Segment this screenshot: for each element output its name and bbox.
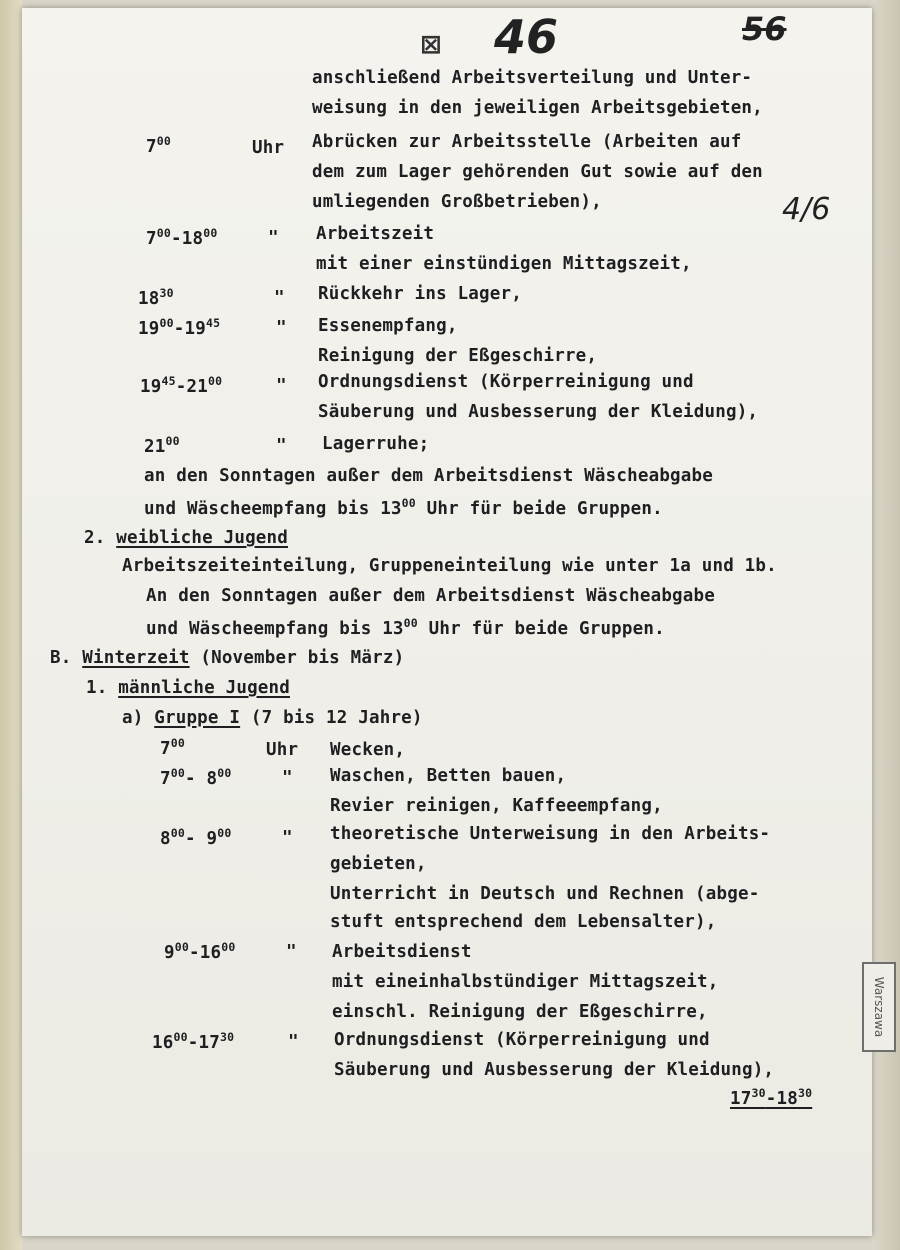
time-label: $21^{00}$ xyxy=(144,434,180,457)
time-label: $7^{00}-$ $8^{00}$ xyxy=(160,766,232,789)
ditto-mark: " xyxy=(282,828,293,848)
text-line: Unterricht in Deutsch und Rechnen (abge- xyxy=(330,884,760,904)
time-label: $19^{00}-19^{45}$ xyxy=(138,316,221,339)
time-label: $16^{00}-17^{30}$ xyxy=(152,1030,235,1053)
ditto-mark: " xyxy=(276,436,287,456)
time-label: $18^{30}$ xyxy=(138,286,174,309)
text-line: Arbeitszeiteinteilung, Gruppeneinteilung wie unter 1a und 1b. xyxy=(122,556,777,576)
text-line: Wecken, xyxy=(330,740,406,760)
text-line: Arbeitszeit xyxy=(316,224,435,244)
catchword-time: $17^{30}-18^{30}$ xyxy=(730,1086,813,1109)
text-line: weisung in den jeweiligen Arbeitsgebieten, xyxy=(312,98,763,118)
text-line: Reinigung der Eßgeschirre, xyxy=(318,346,598,366)
text-line: einschl. Reinigung der Eßgeschirre, xyxy=(332,1002,708,1022)
text-line: Rückkehr ins Lager, xyxy=(318,284,522,304)
text-line: mit einer einstündigen Mittagszeit, xyxy=(316,254,692,274)
archive-stamp: Warszawa xyxy=(862,962,896,1052)
text-line: stuft entsprechend dem Lebensalter), xyxy=(330,912,717,932)
text-line: umliegenden Großbetrieben), xyxy=(312,192,602,212)
ditto-mark: " xyxy=(288,1032,299,1052)
text-line: Lagerruhe; xyxy=(322,434,430,454)
time-label: $7^{00}$ xyxy=(160,736,185,759)
time-label: $19^{45}-21^{00}$ xyxy=(140,374,223,397)
ditto-mark: " xyxy=(276,376,287,396)
text-line: Abrücken zur Arbeitsstelle (Arbeiten auf xyxy=(312,132,742,152)
scan-left-edge xyxy=(0,0,22,1250)
text-line: An den Sonntagen außer dem Arbeitsdienst Wäscheabgabe xyxy=(146,586,716,606)
text-line: theoretische Unterweisung in den Arbeits- xyxy=(330,824,771,844)
time-label: $7^{00}-18^{00}$ xyxy=(146,226,218,249)
unit-label: Uhr xyxy=(266,740,299,760)
section-heading: B. Winterzeit (November bis März) xyxy=(50,648,405,668)
time-label: $7^{00}$ xyxy=(146,134,171,157)
text-line: Arbeitsdienst xyxy=(332,942,472,962)
margin-note: 4/6 xyxy=(782,192,831,227)
text-line: und Wäscheempfang bis $13^{00}$ Uhr für beide Gruppen. xyxy=(144,496,663,519)
section-heading: a) Gruppe I (7 bis 12 Jahre) xyxy=(122,708,423,728)
text-line: Säuberung und Ausbesserung der Kleidung), xyxy=(318,402,759,422)
text-line: Revier reinigen, Kaffeeempfang, xyxy=(330,796,663,816)
ditto-mark: " xyxy=(286,942,297,962)
time-label: $8^{00}-$ $9^{00}$ xyxy=(160,826,232,849)
text-line: gebieten, xyxy=(330,854,427,874)
old-page-number: 56 xyxy=(742,10,787,48)
ditto-mark: " xyxy=(282,768,293,788)
ditto-mark: " xyxy=(274,288,285,308)
text-line: dem zum Lager gehörenden Gut sowie auf den xyxy=(312,162,763,182)
text-line: Ordnungsdienst (Körperreinigung und xyxy=(334,1030,710,1050)
ditto-mark: " xyxy=(268,228,279,248)
unit-label: Uhr xyxy=(252,138,285,158)
crossed-mark: ⊠ xyxy=(420,30,442,60)
text-line: an den Sonntagen außer dem Arbeitsdienst Wäscheabgabe xyxy=(144,466,714,486)
ditto-mark: " xyxy=(276,318,287,338)
scan-right-edge xyxy=(872,0,900,1250)
text-line: anschließend Arbeitsverteilung und Unter- xyxy=(312,68,753,88)
time-label: $9^{00}-16^{00}$ xyxy=(164,940,236,963)
text-line: Ordnungsdienst (Körperreinigung und xyxy=(318,372,694,392)
section-heading: 1. männliche Jugend xyxy=(86,678,291,698)
text-line: Waschen, Betten bauen, xyxy=(330,766,567,786)
text-line: Säuberung und Ausbesserung der Kleidung), xyxy=(334,1060,775,1080)
text-line: Essenempfang, xyxy=(318,316,458,336)
text-line: mit eineinhalbstündiger Mittagszeit, xyxy=(332,972,719,992)
page-number: 46 xyxy=(494,10,559,64)
text-line: und Wäscheempfang bis $13^{00}$ Uhr für beide Gruppen. xyxy=(146,616,665,639)
section-heading: 2. weibliche Jugend xyxy=(84,528,289,548)
